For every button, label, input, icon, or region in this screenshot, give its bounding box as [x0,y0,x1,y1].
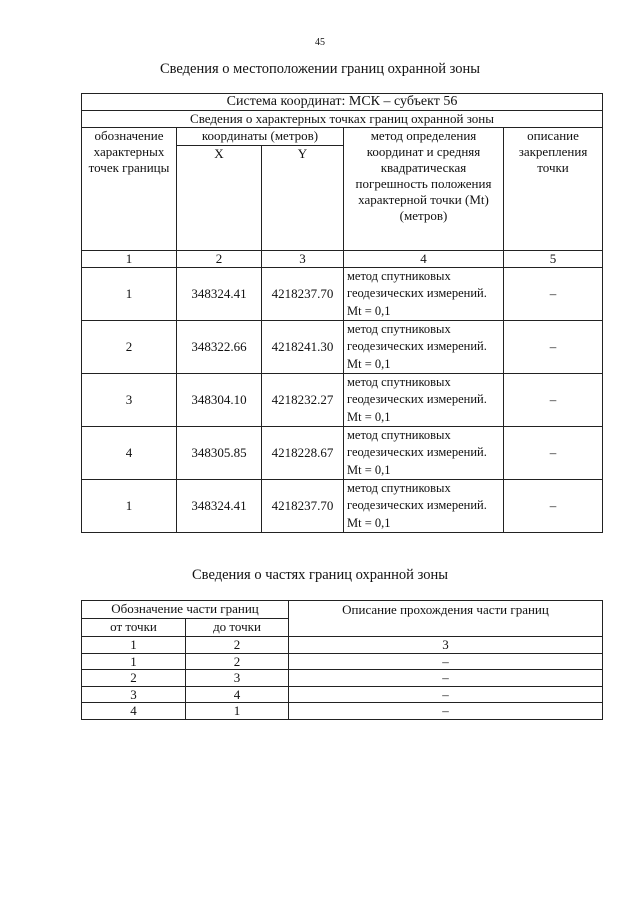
to-point: 4 [186,686,289,703]
table-row [82,670,603,687]
column-number: 3 [289,637,603,654]
table-row [82,601,603,619]
fixation-description: – [504,427,603,480]
column-number: 4 [344,251,504,268]
table-row [82,427,603,480]
y-value: 4218237.70 [262,480,344,533]
characteristic-points-header: Сведения о характерных точках границ охранной зоны [82,111,603,128]
fixation-description: – [504,480,603,533]
method-cell: метод спутниковых геодезических измерений. Mt = 0,1 [344,321,504,374]
page-number: 45 [315,37,325,48]
point-id: 1 [82,480,177,533]
method-cell: метод спутниковых геодезических измерений. Mt = 0,1 [344,427,504,480]
table-row [82,94,603,111]
y-header: Y [262,146,344,251]
from-point: 3 [82,686,186,703]
column-numbers-row [82,637,603,654]
table-row [82,686,603,703]
part-description-header: Описание прохождения части границ [289,601,603,637]
part-designation-header: Обозначение части границ [82,601,289,619]
point-id: 2 [82,321,177,374]
part-description: – [289,670,603,687]
x-header: X [177,146,262,251]
x-value: 348324.41 [177,268,262,321]
column-number: 5 [504,251,603,268]
boundary-parts-table [81,600,603,720]
coordinates-table [81,93,603,533]
column-number: 2 [186,637,289,654]
table-row [82,128,603,146]
fixation-description: – [504,321,603,374]
to-point: 1 [186,703,289,720]
column-number: 2 [177,251,262,268]
fixation-description: – [504,374,603,427]
x-value: 348324.41 [177,480,262,533]
table-row [82,111,603,128]
section-title-location: Сведения о местоположении границ охранной зоны [159,61,480,77]
x-value: 348322.66 [177,321,262,374]
y-value: 4218232.27 [262,374,344,427]
part-description: – [289,653,603,670]
x-value: 348305.85 [177,427,262,480]
from-point: 4 [82,703,186,720]
method-cell: метод спутниковых геодезических измерений. Mt = 0,1 [344,268,504,321]
from-point: 1 [82,653,186,670]
method-cell: метод спутниковых геодезических измерений. Mt = 0,1 [344,480,504,533]
y-value: 4218241.30 [262,321,344,374]
table-row [82,703,603,720]
to-point: 2 [186,653,289,670]
from-point: 2 [82,670,186,687]
column-numbers-row [82,251,603,268]
fixation-description: – [504,268,603,321]
column-number: 1 [82,251,177,268]
coordinate-system-header: Система координат: МСК – субъект 56 [82,94,603,111]
x-value: 348304.10 [177,374,262,427]
table-row [82,653,603,670]
point-id: 3 [82,374,177,427]
method-header: метод определения координат и средняя квадратическая погрешность положения характерной точки (Mt) (метров) [344,128,504,251]
to-point-header: до точки [186,619,289,637]
y-value: 4218228.67 [262,427,344,480]
fixation-description-header: описание закрепления точки [504,128,603,251]
column-number: 1 [82,637,186,654]
to-point: 3 [186,670,289,687]
table-row [82,321,603,374]
part-description: – [289,703,603,720]
table-row [82,480,603,533]
point-id: 4 [82,427,177,480]
column-number: 3 [262,251,344,268]
section-title-parts: Сведения о частях границ охранной зоны [192,567,448,583]
point-id: 1 [82,268,177,321]
method-cell: метод спутниковых геодезических измерений. Mt = 0,1 [344,374,504,427]
y-value: 4218237.70 [262,268,344,321]
point-designation-header: обозначение характерных точек границы [82,128,177,251]
table-row [82,374,603,427]
table-row [82,268,603,321]
part-description: – [289,686,603,703]
coordinates-header: координаты (метров) [177,128,344,146]
from-point-header: от точки [82,619,186,637]
